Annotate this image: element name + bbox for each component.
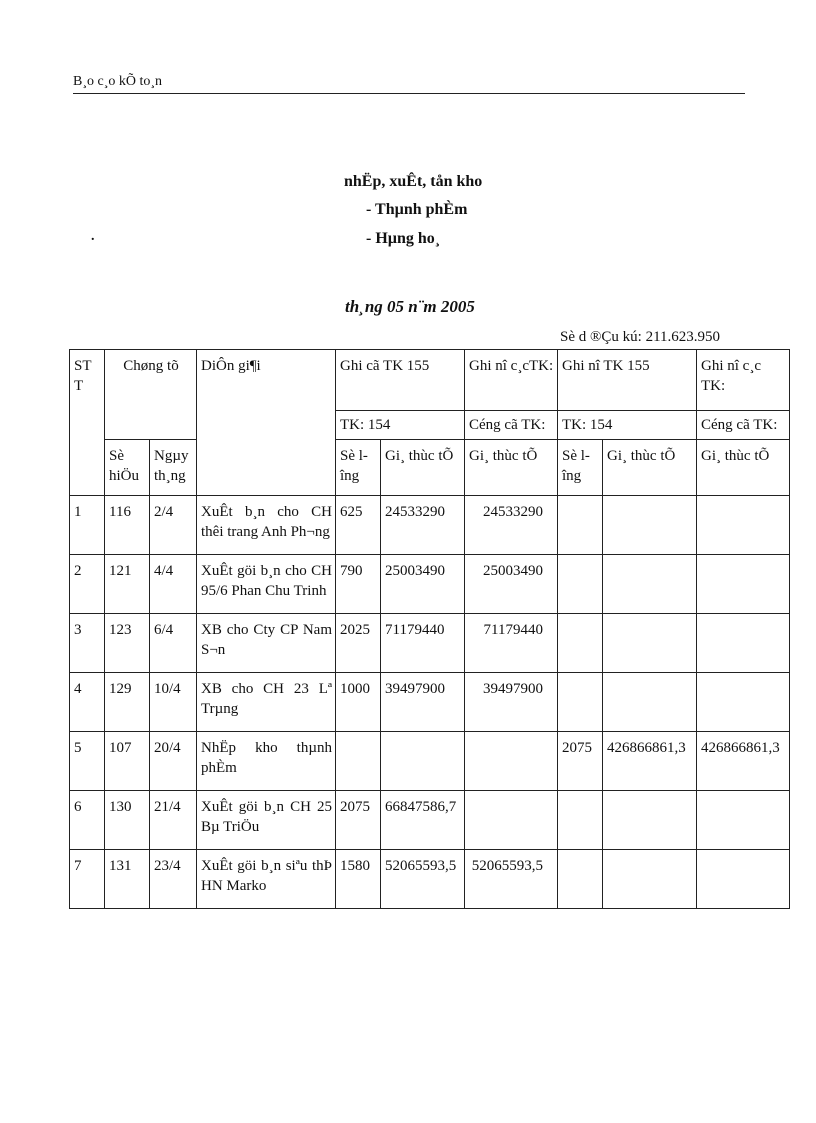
cell-actual-price-4 — [697, 850, 790, 909]
header-tk154-b: TK: 154 — [558, 411, 697, 440]
report-period: th¸ng 05 n¨m 2005 — [345, 297, 475, 316]
header-doc-date: Ngµy th¸ng — [150, 440, 197, 496]
cell-actual-price-4 — [697, 614, 790, 673]
cell-stt: 4 — [70, 673, 105, 732]
cell-actual-price-3 — [603, 791, 697, 850]
page-header-title: B¸o c¸o kÕ to¸n — [73, 74, 163, 89]
cell-quantity-2: 2075 — [558, 732, 603, 791]
header-debit-other: Ghi nî c¸cTK: — [465, 350, 558, 411]
cell-actual-price-1: 39497900 — [381, 673, 465, 732]
cell-actual-price-1: 71179440 — [381, 614, 465, 673]
header-doc-number: Sè hiÖu — [105, 440, 150, 496]
header-actual-price-2: Gi¸ thùc tÕ — [465, 440, 558, 496]
cell-doc-number: 123 — [105, 614, 150, 673]
cell-quantity-2 — [558, 496, 603, 555]
cell-description: XuÊt göi b¸n cho CH 95/6 Phan Chu Trinh — [197, 555, 336, 614]
cell-actual-price-3 — [603, 850, 697, 909]
header-tk154-a: TK: 154 — [336, 411, 465, 440]
cell-quantity-1: 790 — [336, 555, 381, 614]
cell-description: NhËp kho thµnh phÈm — [197, 732, 336, 791]
stray-dot: . — [91, 229, 95, 244]
cell-actual-price-1 — [381, 732, 465, 791]
cell-doc-number: 130 — [105, 791, 150, 850]
cell-actual-price-2: 71179440 — [465, 614, 558, 673]
header-total-credit-a: Céng cã TK: — [465, 411, 558, 440]
cell-quantity-2 — [558, 850, 603, 909]
cell-description: XB cho CH 23 Lª Trµng — [197, 673, 336, 732]
cell-quantity-1: 625 — [336, 496, 381, 555]
cell-actual-price-3 — [603, 496, 697, 555]
cell-doc-number: 131 — [105, 850, 150, 909]
cell-doc-number: 121 — [105, 555, 150, 614]
table-header-row-3 — [70, 440, 790, 496]
cell-actual-price-1: 52065593,5 — [381, 850, 465, 909]
table-header-row-1 — [70, 350, 790, 411]
cell-actual-price-3 — [603, 614, 697, 673]
cell-quantity-1 — [336, 732, 381, 791]
cell-actual-price-3 — [603, 673, 697, 732]
header-divider — [73, 93, 745, 94]
table-row — [70, 791, 790, 850]
header-debit-155: Ghi nî TK 155 — [558, 350, 697, 411]
header-credit-155: Ghi cã TK 155 — [336, 350, 465, 411]
header-actual-price-4: Gi¸ thùc tÕ — [697, 440, 790, 496]
cell-quantity-1: 2075 — [336, 791, 381, 850]
cell-description: XuÊt b¸n cho CH thêi trang Anh Ph¬ng — [197, 496, 336, 555]
cell-quantity-1: 2025 — [336, 614, 381, 673]
cell-doc-date: 20/4 — [150, 732, 197, 791]
cell-actual-price-2 — [465, 791, 558, 850]
cell-actual-price-3 — [603, 555, 697, 614]
cell-stt: 1 — [70, 496, 105, 555]
cell-actual-price-2: 24533290 — [465, 496, 558, 555]
header-actual-price-1: Gi¸ thùc tÕ — [381, 440, 465, 496]
cell-actual-price-2 — [465, 732, 558, 791]
cell-description: XB cho Cty CP Nam S¬n — [197, 614, 336, 673]
opening-balance: Sè d ®Çu kú: 211.623.950 — [560, 329, 721, 345]
header-stt: ST T — [70, 350, 105, 440]
report-subtitle-products: - Thµnh phÈm — [366, 201, 468, 218]
cell-doc-date: 6/4 — [150, 614, 197, 673]
cell-quantity-2 — [558, 614, 603, 673]
cell-quantity-1: 1000 — [336, 673, 381, 732]
cell-doc-date: 21/4 — [150, 791, 197, 850]
cell-quantity-2 — [558, 673, 603, 732]
cell-quantity-2 — [558, 791, 603, 850]
cell-doc-date: 10/4 — [150, 673, 197, 732]
table-row — [70, 555, 790, 614]
cell-actual-price-4 — [697, 673, 790, 732]
cell-quantity-1: 1580 — [336, 850, 381, 909]
header-quantity-1: Sè lîng — [336, 440, 381, 496]
cell-actual-price-2: 52065593,5 — [465, 850, 558, 909]
report-title: nhËp, xuÊt, tån kho — [344, 173, 483, 190]
cell-doc-date: 23/4 — [150, 850, 197, 909]
cell-actual-price-2: 25003490 — [465, 555, 558, 614]
cell-actual-price-4: 426866861,3 — [697, 732, 790, 791]
header-total-credit-b: Céng cã TK: — [697, 411, 790, 440]
header-quantity-2: Sè lîng — [558, 440, 603, 496]
cell-stt: 2 — [70, 555, 105, 614]
table-row — [70, 732, 790, 791]
cell-description: XuÊt göi b¸n CH 25 Bµ TriÖu — [197, 791, 336, 850]
cell-actual-price-4 — [697, 791, 790, 850]
cell-stt: 3 — [70, 614, 105, 673]
table-row — [70, 496, 790, 555]
cell-description: XuÊt göi b¸n siªu thÞ HN Marko — [197, 850, 336, 909]
table-row — [70, 673, 790, 732]
table-row — [70, 614, 790, 673]
cell-actual-price-1: 24533290 — [381, 496, 465, 555]
table-row — [70, 850, 790, 909]
cell-stt: 7 — [70, 850, 105, 909]
header-actual-price-3: Gi¸ thùc tÕ — [603, 440, 697, 496]
cell-doc-date: 4/4 — [150, 555, 197, 614]
header-debit-other-2: Ghi nî c¸c TK: — [697, 350, 790, 411]
cell-stt: 5 — [70, 732, 105, 791]
cell-actual-price-3: 426866861,3 — [603, 732, 697, 791]
cell-doc-number: 129 — [105, 673, 150, 732]
header-documents: Chøng tõ — [105, 350, 197, 440]
cell-stt: 6 — [70, 791, 105, 850]
cell-actual-price-4 — [697, 555, 790, 614]
cell-doc-date: 2/4 — [150, 496, 197, 555]
cell-quantity-2 — [558, 555, 603, 614]
cell-doc-number: 116 — [105, 496, 150, 555]
header-description: DiÔn gi¶i — [197, 350, 336, 496]
cell-actual-price-1: 25003490 — [381, 555, 465, 614]
cell-doc-number: 107 — [105, 732, 150, 791]
cell-actual-price-4 — [697, 496, 790, 555]
report-subtitle-goods: - Hµng ho¸ — [366, 230, 441, 247]
header-stt-blank — [70, 440, 105, 496]
inventory-ledger-table — [69, 349, 790, 909]
cell-actual-price-1: 66847586,7 — [381, 791, 465, 850]
cell-actual-price-2: 39497900 — [465, 673, 558, 732]
